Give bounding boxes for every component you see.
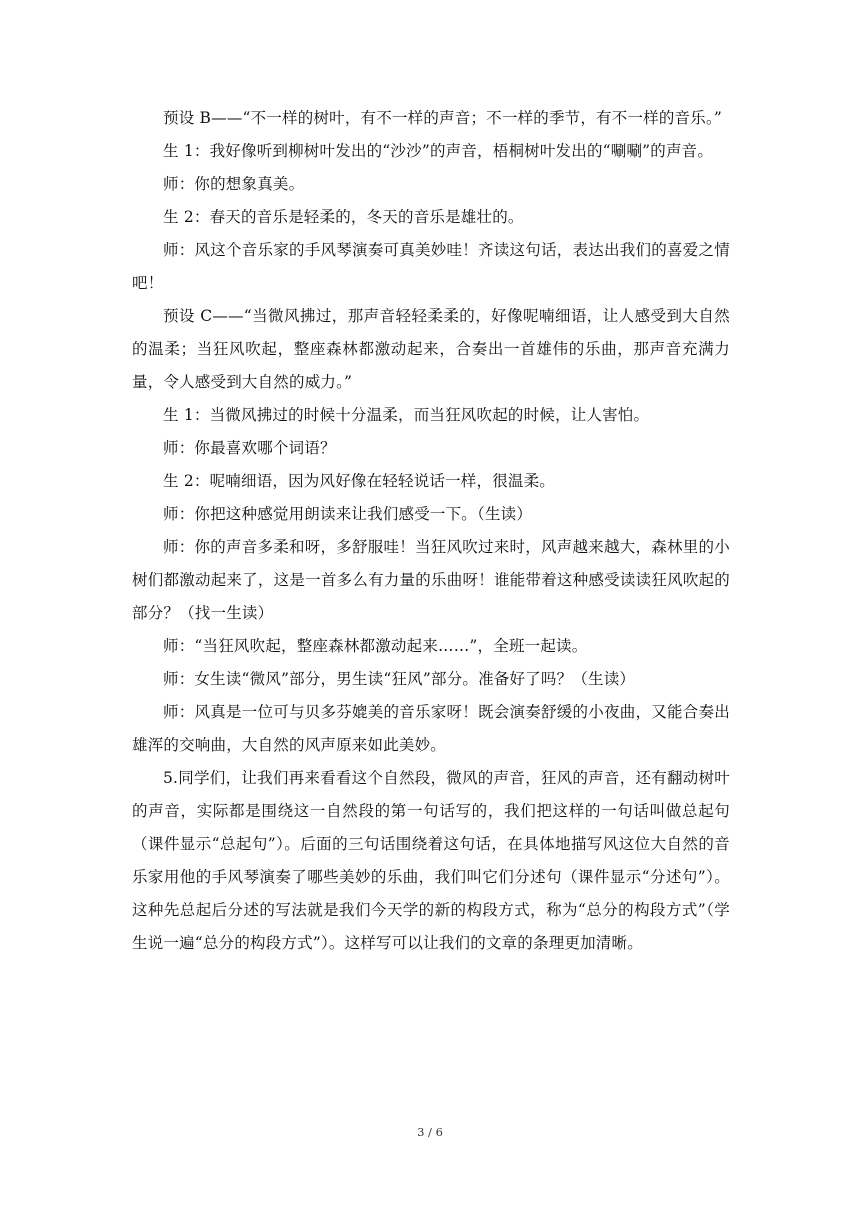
paragraph-student-1-breeze: 生 1：当微风拂过的时候十分温柔，而当狂风吹起的时候，让人害怕。 [163, 406, 650, 424]
paragraph-teacher-class-read: 师：“当狂风吹起，整座森林都激动起来……”，全班一起读。 [163, 637, 588, 655]
paragraph-student-1-leaves: 生 1：我好像听到柳树叶发出的“沙沙”的声音，梧桐树叶发出的“唰唰”的声音。 [163, 142, 714, 160]
paragraph-preset-b: 预设 B——“不一样的树叶，有不一样的声音；不一样的季节，有不一样的音乐。” [163, 109, 723, 127]
paragraph-teacher-accordion: 师：风这个音乐家的手风琴演奏可真美妙哇！齐读这句话，表达出我们的喜爱之情吧！ [132, 241, 730, 292]
paragraph-teacher-beethoven: 师：风真是一位可与贝多芬媲美的音乐家呀！既会演奏舒缓的小夜曲，又能合奏出雄浑的交响曲，大自然的风声原来如此美妙。 [132, 703, 730, 754]
paragraph-student-2-whisper: 生 2：呢喃细语，因为风好像在轻轻说话一样，很温柔。 [163, 472, 555, 490]
paragraph-teacher-boys-girls: 师：女生读“微风”部分，男生读“狂风”部分。准备好了吗？（生读） [163, 670, 636, 688]
page-number: 3 / 6 [417, 1125, 443, 1139]
paragraph-teacher-gale: 师：你的声音多柔和呀，多舒服哇！当狂风吹过来时，风声越来越大，森林里的小树们都激动起来了，这是一首多么有力量的乐曲呀！谁能带着这种感受读读狂风吹起的部分？（找一生读） [132, 538, 730, 622]
paragraph-teacher-read-aloud: 师：你把这种感觉用朗读来让我们感受一下。（生读） [163, 505, 533, 523]
paragraph-teacher-favorite-word: 师：你最喜欢哪个词语？ [163, 439, 336, 457]
paragraph-student-2-seasons: 生 2：春天的音乐是轻柔的，冬天的音乐是雄壮的。 [163, 208, 524, 226]
paragraph-summary-structure: 5.同学们，让我们再来看看这个自然段，微风的声音，狂风的声音，还有翻动树叶的声音，实际都是围绕这一自然段的第一句话写的，我们把这样的一句话叫做总起句（课件显示“总起句”）。后面的三句话围绕着这句话，在具体地描写风这位大自然的音乐家用他的手风琴演奏了哪些美妙的乐曲，我们叫它们分述句（课件显示“分述句”）。这种先总起后分述的写法就是我们今天学的新的构段方式，称为“总分的构段方式”（学生说一遍“总分的构段方式”）。这样写可以让我们的文章的条理更加清晰。 [132, 769, 730, 952]
paragraph-teacher-imagination: 师：你的想象真美。 [163, 175, 305, 193]
document-body [132, 102, 730, 960]
paragraph-preset-c: 预设 C——“当微风拂过，那声音轻轻柔柔的，好像呢喃细语，让人感受到大自然的温柔；当狂风吹起，整座森林都激动起来，合奏出一首雄伟的乐曲，那声音充满力量，令人感受到大自然的威力。” [132, 307, 730, 391]
